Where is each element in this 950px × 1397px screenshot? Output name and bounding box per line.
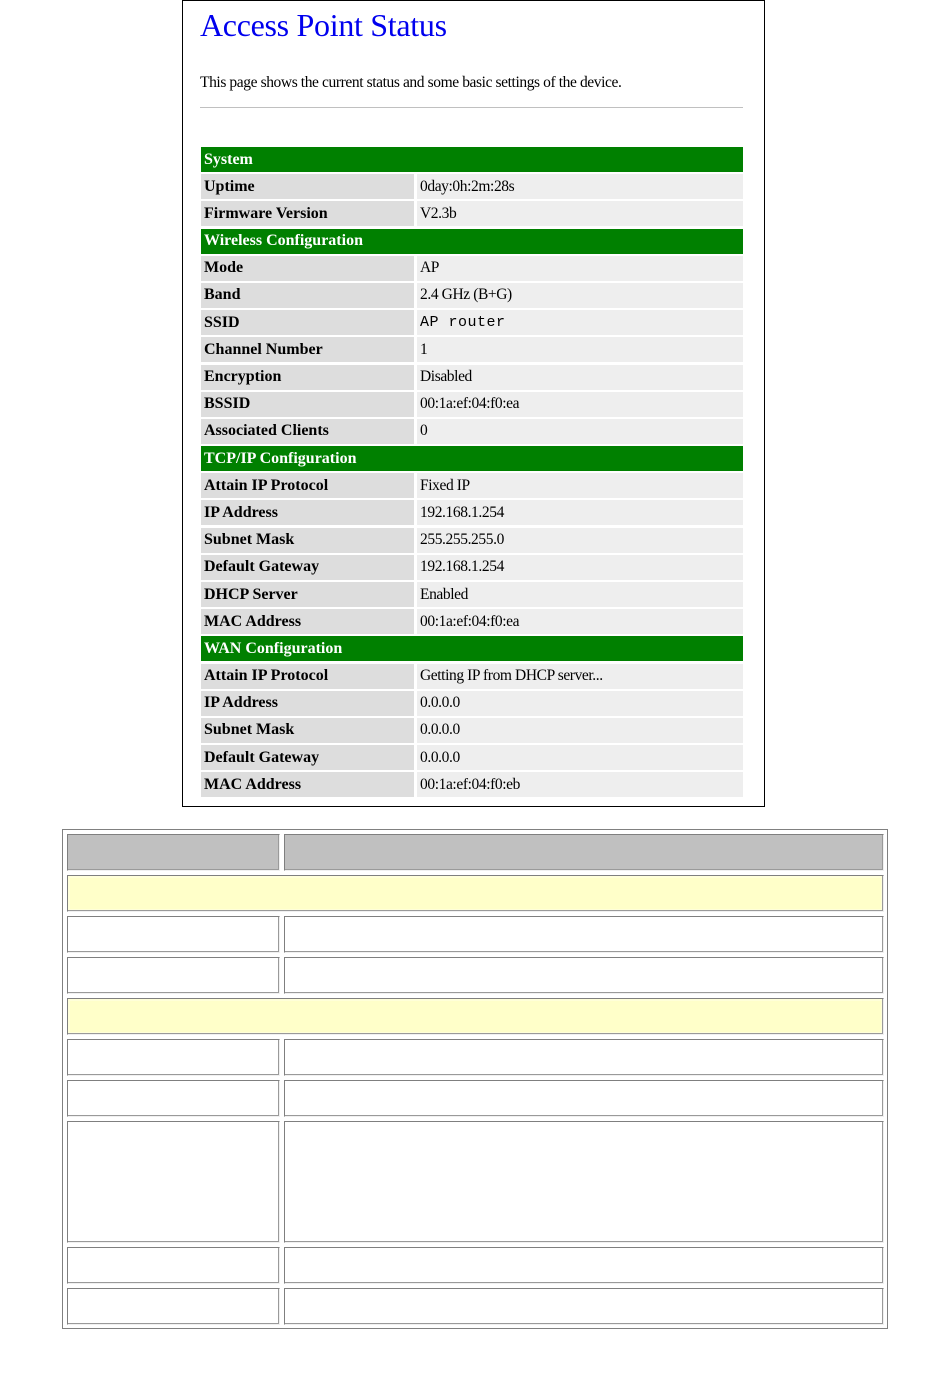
- row-value: Disabled: [417, 365, 743, 390]
- table-cell: [67, 1288, 280, 1325]
- page-description: This page shows the current status and some basic settings of the device.: [200, 74, 622, 91]
- row-label: Default Gateway: [201, 745, 414, 770]
- row-value: 2.4 GHz (B+G): [417, 283, 743, 308]
- row-label: Firmware Version: [201, 201, 414, 226]
- row-label: Encryption: [201, 365, 414, 390]
- row-value: 0: [417, 419, 743, 444]
- row-value: Getting IP from DHCP server...: [417, 664, 743, 689]
- table-cell: [284, 1121, 884, 1243]
- row-label: BSSID: [201, 392, 414, 417]
- row-label: Attain IP Protocol: [201, 664, 414, 689]
- description-table: [62, 829, 888, 1329]
- table-cell: [67, 1039, 280, 1076]
- row-value: AP router: [417, 310, 743, 335]
- table-cell: [284, 957, 884, 994]
- row-label: MAC Address: [201, 772, 414, 797]
- row-label: Subnet Mask: [201, 718, 414, 743]
- divider: [200, 107, 743, 108]
- section-fill: [70, 878, 881, 909]
- row-value: 00:1a:ef:04:f0:ea: [417, 609, 743, 634]
- table-cell: [284, 1247, 884, 1284]
- table-cell: [284, 1039, 884, 1076]
- row-label: Uptime: [201, 174, 414, 199]
- row-value: 255.255.255.0: [417, 528, 743, 553]
- status-row-channel: [201, 337, 743, 364]
- row-label: Attain IP Protocol: [201, 473, 414, 498]
- table-cell: [284, 1288, 884, 1325]
- row-value: 0day:0h:2m:28s: [417, 174, 743, 199]
- status-row-wan-ip: [201, 691, 743, 718]
- status-row-firmware: [201, 201, 743, 228]
- status-row-ip: [201, 500, 743, 527]
- row-value: AP: [417, 256, 743, 281]
- row-label: SSID: [201, 310, 414, 335]
- table-cell: [284, 916, 884, 953]
- row-value: Fixed IP: [417, 473, 743, 498]
- section-header-wireless: Wireless Configuration: [201, 229, 743, 254]
- row-value: 0.0.0.0: [417, 718, 743, 743]
- row-label: Mode: [201, 256, 414, 281]
- section-header-wan: WAN Configuration: [201, 636, 743, 661]
- status-row-gateway: [201, 555, 743, 582]
- status-table: [201, 147, 743, 800]
- status-row-band: [201, 283, 743, 310]
- status-row-clients: [201, 419, 743, 446]
- row-label: Band: [201, 283, 414, 308]
- row-value: 00:1a:ef:04:f0:ea: [417, 392, 743, 417]
- status-row-mac: [201, 609, 743, 636]
- row-value: 00:1a:ef:04:f0:eb: [417, 772, 743, 797]
- row-label: Channel Number: [201, 337, 414, 362]
- row-value: 192.168.1.254: [417, 555, 743, 580]
- table-section-row: [67, 875, 884, 912]
- table-cell: [67, 1247, 280, 1284]
- table-header-cell: [284, 834, 884, 871]
- status-row-wan-subnet: [201, 718, 743, 745]
- status-row-uptime: [201, 174, 743, 201]
- page-title: Access Point Status: [200, 7, 447, 43]
- status-row-dhcp: [201, 582, 743, 609]
- row-label: DHCP Server: [201, 582, 414, 607]
- table-cell: [284, 1080, 884, 1117]
- status-row-mode: [201, 256, 743, 283]
- status-row-subnet: [201, 528, 743, 555]
- row-label: MAC Address: [201, 609, 414, 634]
- status-row-bssid: [201, 392, 743, 419]
- status-row-encryption: [201, 365, 743, 392]
- status-panel: [182, 0, 765, 807]
- row-value: Enabled: [417, 582, 743, 607]
- status-row-wan-gateway: [201, 745, 743, 772]
- row-label: Associated Clients: [201, 419, 414, 444]
- row-label: Subnet Mask: [201, 528, 414, 553]
- table-section-row: [67, 998, 884, 1035]
- status-row-wan-mac: [201, 772, 743, 799]
- row-label: IP Address: [201, 500, 414, 525]
- table-cell: [67, 957, 280, 994]
- row-value: 192.168.1.254: [417, 500, 743, 525]
- status-row-ssid: [201, 310, 743, 337]
- status-row-attain-ip: [201, 473, 743, 500]
- row-value: 0.0.0.0: [417, 745, 743, 770]
- status-row-wan-attain-ip: [201, 664, 743, 691]
- section-header-tcpip: TCP/IP Configuration: [201, 446, 743, 471]
- row-value: 1: [417, 337, 743, 362]
- row-value: 0.0.0.0: [417, 691, 743, 716]
- row-label: Default Gateway: [201, 555, 414, 580]
- row-label: IP Address: [201, 691, 414, 716]
- section-header-system: System: [201, 147, 743, 172]
- table-header-cell: [67, 834, 280, 871]
- table-cell: [67, 1080, 280, 1117]
- section-fill: [70, 1001, 881, 1032]
- table-cell: [67, 1121, 280, 1243]
- row-value: V2.3b: [417, 201, 743, 226]
- table-cell: [67, 916, 280, 953]
